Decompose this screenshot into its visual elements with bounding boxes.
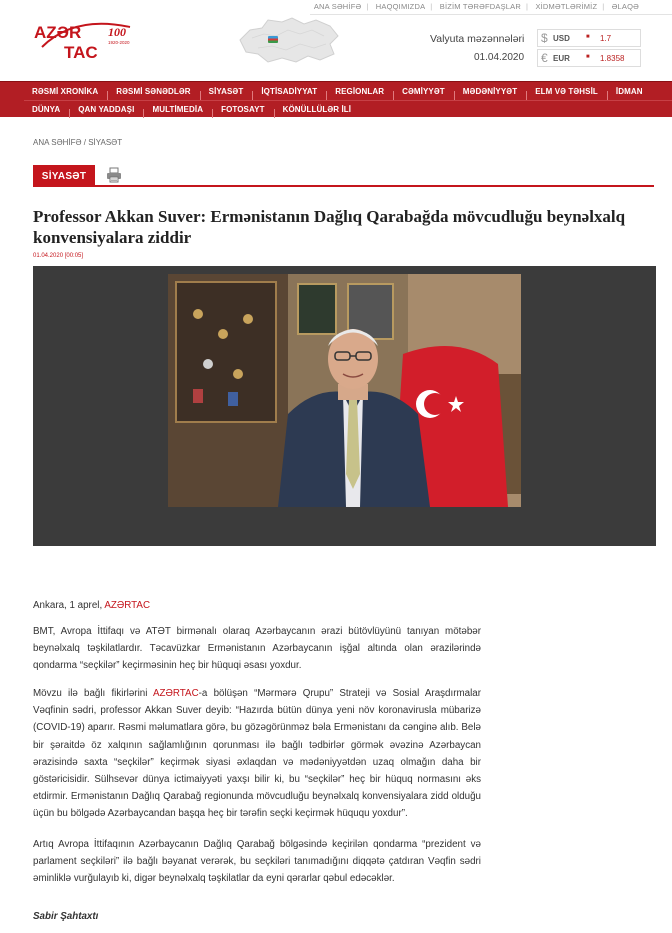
top-link-services[interactable]: XİDMƏTLƏRİMİZ	[535, 2, 598, 11]
currency-value: 1.7	[600, 34, 612, 43]
bullet-icon: ■	[586, 54, 590, 60]
top-links	[309, 2, 644, 11]
top-link-separator: |	[430, 2, 433, 11]
top-link-separator: |	[366, 2, 369, 11]
top-divider	[310, 14, 672, 15]
paragraph-2-agency-link[interactable]: AZƏRTAC	[153, 688, 199, 699]
nav-item-volunteers-year[interactable]: KÖNÜLLÜLƏR İLİ	[274, 105, 361, 114]
article-photo-frame	[33, 266, 656, 546]
dateline-agency-link[interactable]: AZƏRTAC	[104, 600, 151, 611]
nav-item-multimedia[interactable]: MULTİMEDİA	[143, 105, 212, 114]
top-utility-bar	[0, 0, 672, 14]
top-link-contact[interactable]: ƏLAQƏ	[611, 2, 639, 11]
nav-item-photosite[interactable]: FOTOSAYT	[212, 105, 273, 114]
category-divider	[33, 185, 654, 187]
article-paragraph-1: BMT, Avropa İttifaqı və ATƏT birmənalı olaraq Azərbaycanın ərazi bütövlüyünü tanıyan mötəbər beynəlxalq təşkilatlardır. Təcavüzkar Ermənistanın Azərbaycanın işğal altında olan ərazilərində qondarma “seçkilər” keçirməsinin heç bir hüquqi əsası yoxdur.	[33, 626, 481, 672]
nav-item-society[interactable]: CƏMİYYƏT	[393, 87, 454, 96]
currency-eur	[537, 49, 641, 67]
nav-item-sport[interactable]: İDMAN	[607, 87, 652, 96]
nav-item-economy[interactable]: İQTİSADİYYAT	[252, 87, 326, 96]
bullet-icon: ■	[586, 34, 590, 40]
top-link-about[interactable]: HAQQIMIZDA	[375, 2, 426, 11]
category-tab[interactable]: SİYASƏT	[33, 165, 95, 187]
logo-text-bottom: TAC	[64, 43, 98, 61]
nav-item-official-chronicle[interactable]: RƏSMİ XRONİKA	[32, 86, 99, 96]
logo-anniversary: 100	[108, 25, 126, 39]
currency-code: USD	[553, 34, 570, 43]
breadcrumb-current[interactable]: SİYASƏT	[88, 138, 123, 147]
breadcrumb-home[interactable]: ANA SƏHİFƏ	[33, 138, 82, 147]
currency-value: 1.8358	[600, 54, 625, 63]
main-nav-row-1	[24, 82, 652, 100]
nav-item-regions[interactable]: REGİONLAR	[326, 87, 393, 96]
main-nav	[0, 81, 672, 117]
nav-item-blood-memory[interactable]: QAN YADDAŞI	[69, 105, 143, 114]
nav-item-official-documents[interactable]: RƏSMİ SƏNƏDLƏR	[107, 87, 199, 96]
article-title: Professor Akkan Suver: Ermənistanın Dağlıq Qarabağda mövcudluğu beynəlxalq konvensiyalara ziddir	[33, 207, 626, 247]
site-logo[interactable]	[34, 17, 146, 61]
euro-icon: €	[541, 51, 548, 65]
article-dateline	[33, 597, 481, 614]
breadcrumb-separator: /	[83, 138, 86, 147]
breadcrumb	[33, 138, 122, 147]
currency-code: EUR	[553, 54, 570, 63]
currency-usd	[537, 29, 641, 47]
exchange-date: 01.04.2020	[474, 52, 525, 63]
article-photo[interactable]	[168, 274, 521, 507]
logo-text-top: AZƏR	[34, 23, 82, 42]
map-graphic	[238, 16, 340, 66]
map-shape-icon	[240, 18, 338, 62]
nav-item-politics[interactable]: SİYASƏT	[200, 87, 253, 96]
nav-item-culture[interactable]: MƏDƏNİYYƏT	[454, 87, 526, 96]
dollar-icon: $	[541, 31, 548, 45]
article-paragraph-2	[33, 685, 481, 823]
dateline-place: Ankara, 1 aprel,	[33, 600, 103, 611]
paragraph-2-intro: Mövzu ilə bağlı fikirlərini	[33, 688, 154, 699]
nav-item-science-education[interactable]: ELM VƏ TƏHSİL	[526, 87, 607, 96]
exchange-title: Valyuta məzənnələri	[430, 33, 525, 45]
top-link-partners[interactable]: BİZİM TƏRƏFDAŞLAR	[439, 2, 521, 11]
top-link-separator: |	[602, 2, 605, 11]
logo-years: 1920-2020	[108, 40, 130, 45]
top-link-separator: |	[525, 2, 529, 11]
article-author: Sabir Şahtaxtı	[33, 911, 99, 922]
nav-item-world[interactable]: DÜNYA	[32, 105, 61, 114]
print-icon[interactable]	[106, 167, 122, 183]
azerbaijan-flag-icon	[268, 36, 278, 43]
main-nav-row-2	[24, 100, 672, 118]
top-link-home[interactable]: ANA SƏHİFƏ	[313, 2, 362, 11]
paragraph-2-body: -a bölüşən “Mərmərə Qrupu” Strateji və Sosial Araşdırmalar Vəqfinin sədri, professor Akkan Suver deyib: “Hazırda bütün dünya yeni növ koronavirusla mübarizə (COVID-19) aparır. Rəsmi məlumatlara görə, bu gözəgörünməz bəla Ermənistanı da cənginə alıb. Belə bir şəraitdə öz xalqının sağlamlığının qorunması ilə bağlı tədbirlər görmək əvəzinə Azərbaycan ərazisində saxta “seçkilər” keçirmək siyasi əxlaqdan və mədəniyyətdən uzaq olmağın daha bir göstəricisidir. Sülhsevər dünya ictimaiyyəti yaxşı bilir ki, bu “seçkilər” heç bir hüquq normasını əks etdirmir. Ermənistanın Dağlıq Qarabağ regionunda mövcudluğu beynəlxalq konvensiyalara zidd olduğu üçün bu bölgədə Azərbaycandan başqa heç bir tərəfin seçki keçirmək hüququ yoxdur”.	[33, 688, 481, 820]
article-paragraph-3: Artıq Avropa İttifaqının Azərbaycanın Dağlıq Qarabağ bölgəsində keçirilən qondarma “prezident və parlament seçkiləri” ilə bağlı bəyanat verərək, bu seçkiləri tanımadığını diqqətə çatdıran Vəqfin sədri əminliklə vurğulayıb ki, digər beynəlxalq təşkilatlar da eyni qərarlar qəbul edəcəklər.	[33, 839, 481, 885]
article-datetime: 01.04.2020 [00:05]	[33, 253, 84, 259]
